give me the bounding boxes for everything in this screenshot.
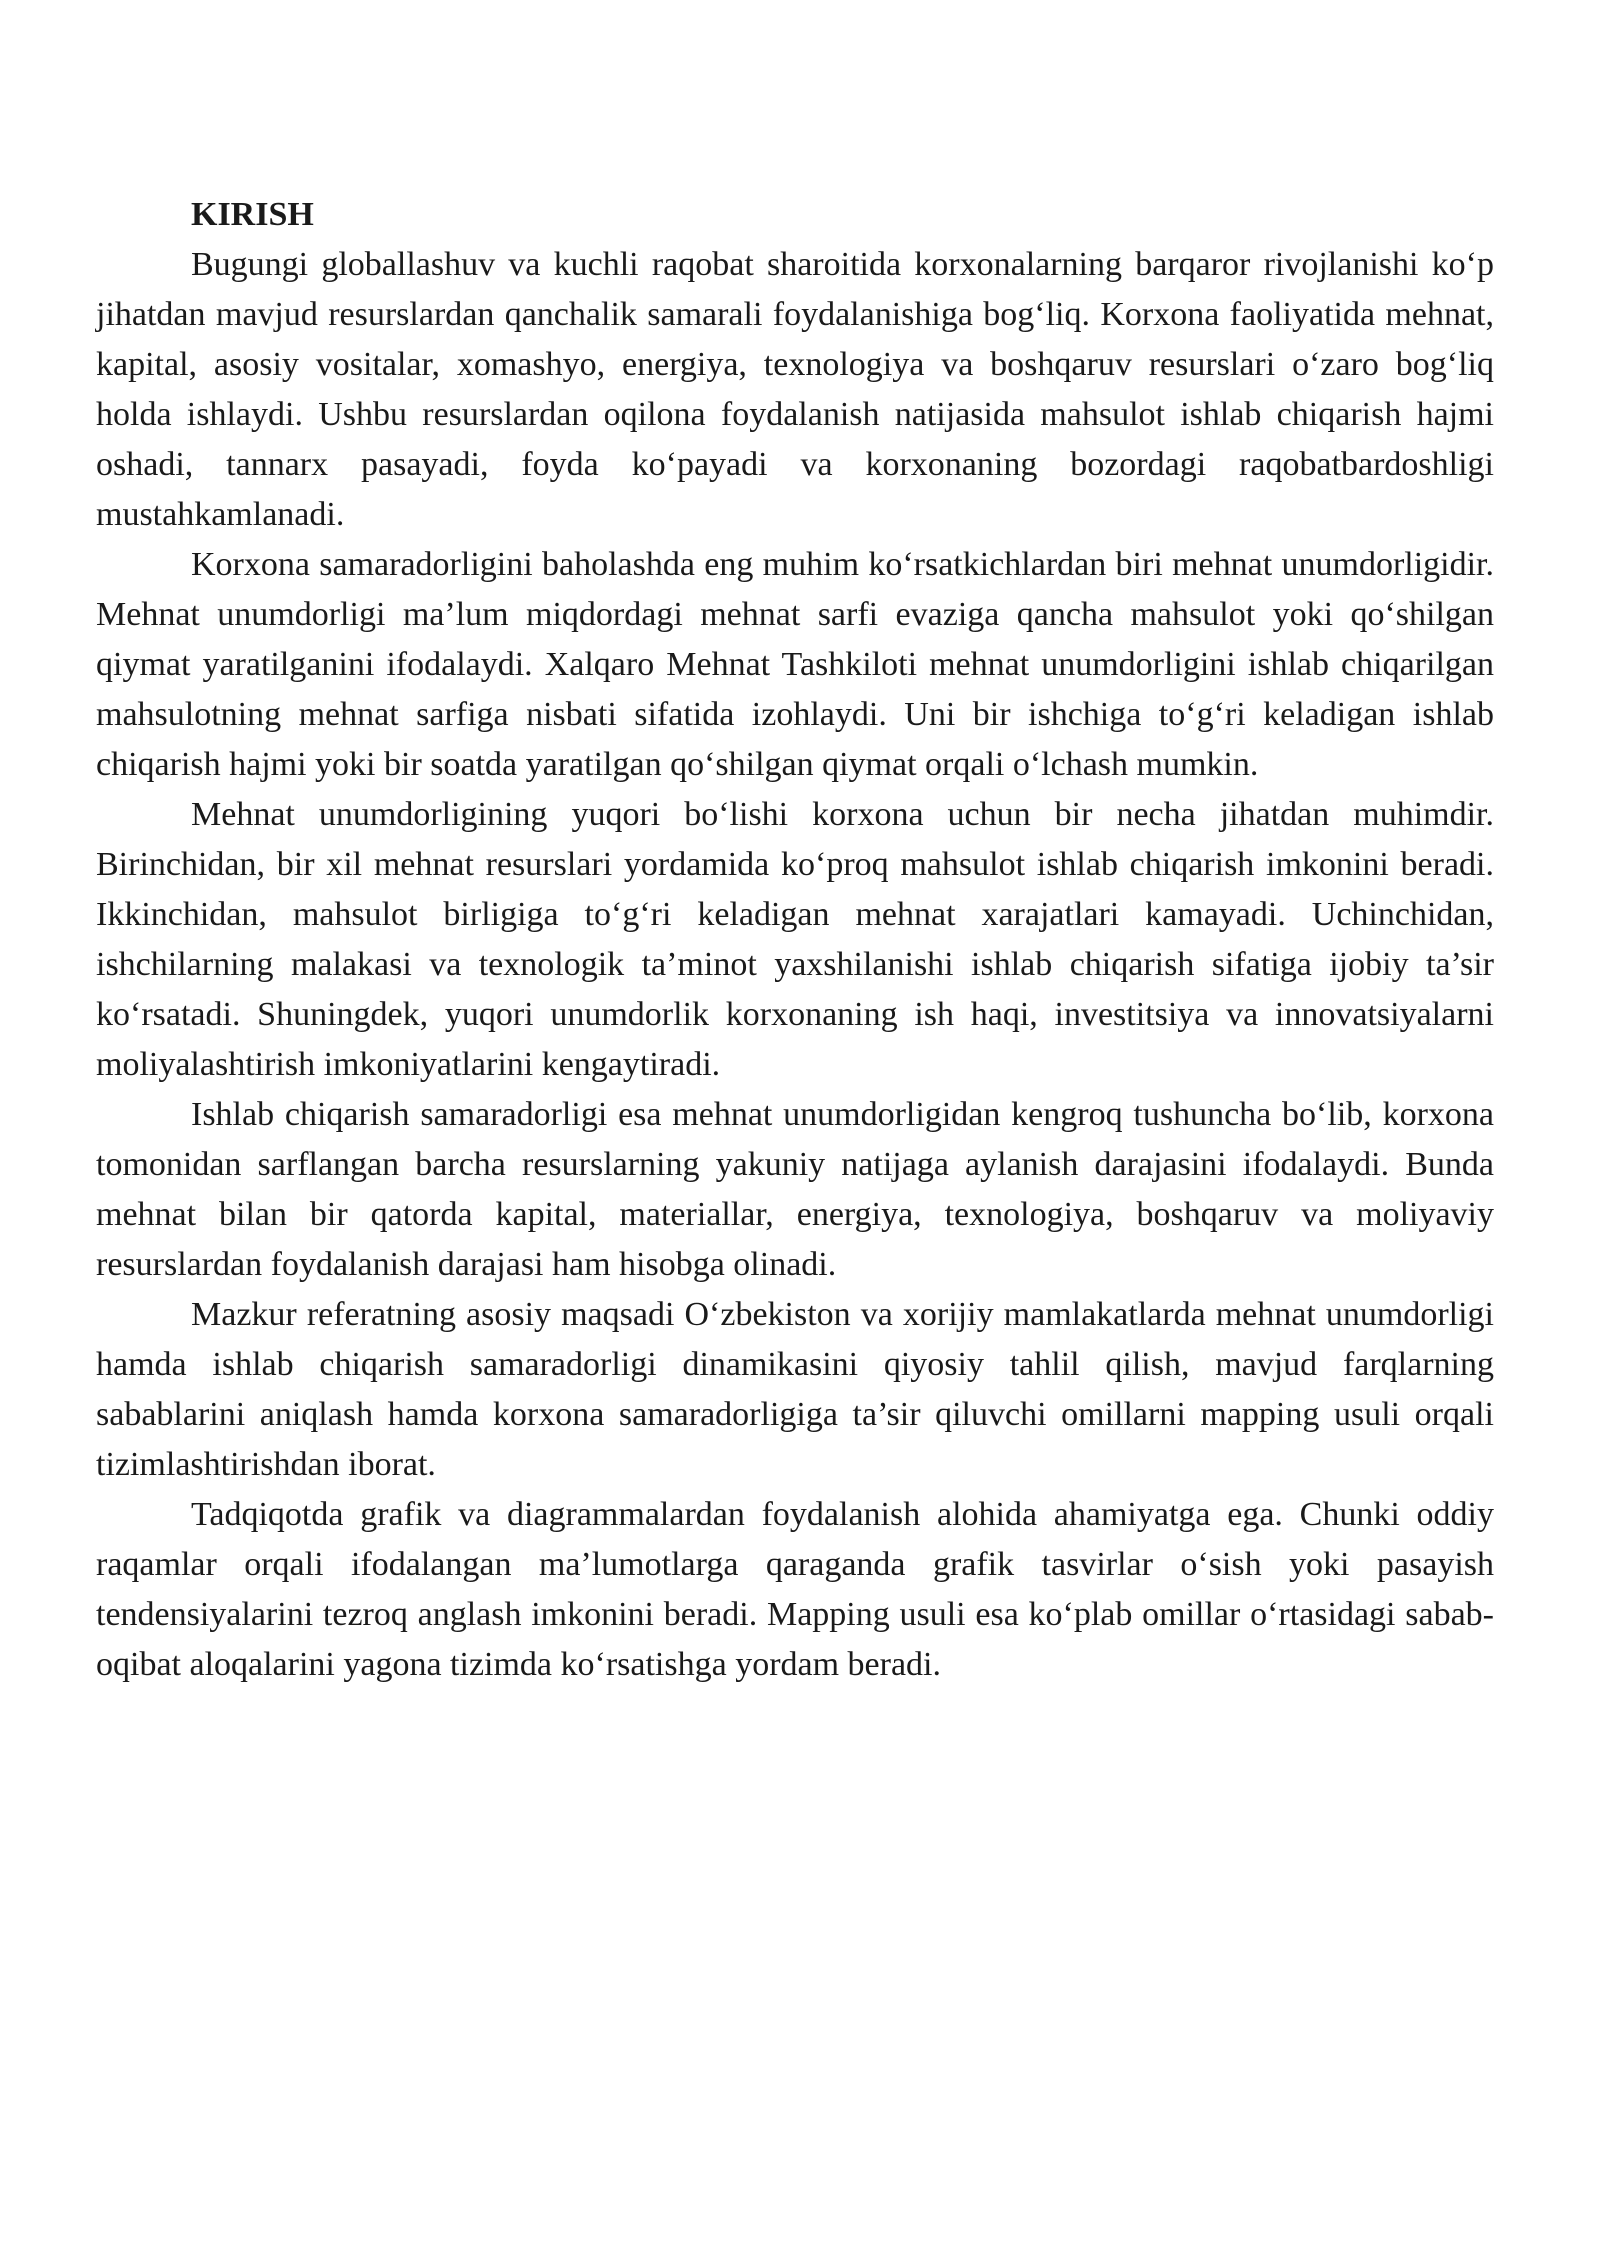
section-heading: KIRISH [191,196,314,233]
document-page [96,190,1494,1690]
paragraph: Tadqiqotda grafik va diagrammalardan foydalanish alohida ahamiyatga ega. Chunki oddiy raqamlar orqali ifodalangan ma’lumotlarga qaraganda grafik tasvirlar o‘sish yoki pasayish tendensiyalarini tezroq anglash imkonini beradi. Mapping usuli esa ko‘plab omillar o‘rtasidagi sabab-oqibat aloqalarini yagona tizimda ko‘rsatishga yordam beradi. [96,1496,1494,1683]
paragraph: Bugungi globallashuv va kuchli raqobat sharoitida korxonalarning barqaror rivojlanishi ko‘p jihatdan mavjud resurslardan qanchalik samarali foydalanishiga bog‘liq. Korxona faoliyatida mehnat, kapital, asosiy vositalar, xomashyo, energiya, texnologiya va boshqaruv resurslari o‘zaro bog‘liq holda ishlaydi. Ushbu resurslardan oqilona foydalanish natijasida mahsulot ishlab chiqarish hajmi oshadi, tannarx pasayadi, foyda ko‘payadi va korxonaning bozordagi raqobatbardoshligi mustahkamlanadi. [96,246,1494,533]
paragraph: Mehnat unumdorligining yuqori bo‘lishi korxona uchun bir necha jihatdan muhimdir. Birinchidan, bir xil mehnat resurslari yordamida ko‘proq mahsulot ishlab chiqarish imkonini beradi. Ikkinchidan, mahsulot birligiga to‘g‘ri keladigan mehnat xarajatlari kamayadi. Uchinchidan, ishchilarning malakasi va texnologik ta’minot yaxshilanishi ishlab chiqarish sifatiga ijobiy ta’sir ko‘rsatadi. Shuningdek, yuqori unumdorlik korxonaning ish haqi, investitsiya va innovatsiyalarni moliyalashtirish imkoniyatlarini kengaytiradi. [96,796,1494,1083]
paragraph: Ishlab chiqarish samaradorligi esa mehnat unumdorligidan kengroq tushuncha bo‘lib, korxona tomonidan sarflangan barcha resurslarning yakuniy natijaga aylanish darajasini ifodalaydi. Bunda mehnat bilan bir qatorda kapital, materiallar, energiya, texnologiya, boshqaruv va moliyaviy resurslardan foydalanish darajasi ham hisobga olinadi. [96,1096,1494,1283]
paragraph: Mazkur referatning asosiy maqsadi O‘zbekiston va xorijiy mamlakatlarda mehnat unumdorligi hamda ishlab chiqarish samaradorligi dinamikasini qiyosiy tahlil qilish, mavjud farqlarning sabablarini aniqlash hamda korxona samaradorligiga ta’sir qiluvchi omillarni mapping usuli orqali tizimlashtirishdan iborat. [96,1296,1494,1483]
paragraph: Korxona samaradorligini baholashda eng muhim ko‘rsatkichlardan biri mehnat unumdorligidir. Mehnat unumdorligi ma’lum miqdordagi mehnat sarfi evaziga qancha mahsulot yoki qo‘shilgan qiymat yaratilganini ifodalaydi. Xalqaro Mehnat Tashkiloti mehnat unumdorligini ishlab chiqarilgan mahsulotning mehnat sarfiga nisbati sifatida izohlaydi. Uni bir ishchiga to‘g‘ri keladigan ishlab chiqarish hajmi yoki bir soatda yaratilgan qo‘shilgan qiymat orqali o‘lchash mumkin. [96,546,1494,783]
